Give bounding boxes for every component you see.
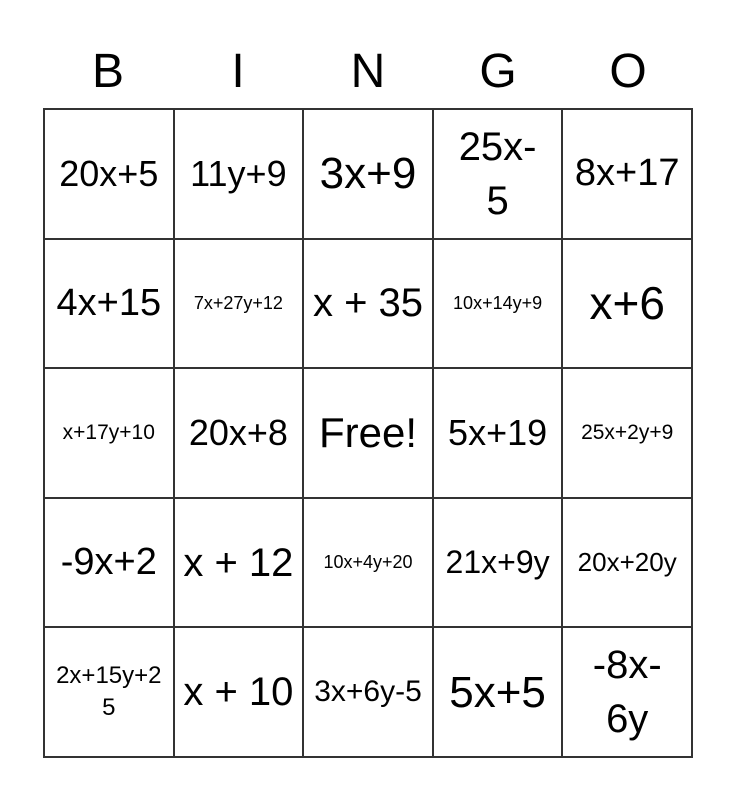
bingo-cell[interactable]: 3x+6y-5 [303, 627, 433, 757]
bingo-cell[interactable]: 5x+5 [433, 627, 563, 757]
bingo-cell[interactable]: x + 10 [174, 627, 304, 757]
bingo-header [43, 40, 693, 104]
bingo-cell[interactable]: 4x+15 [44, 239, 174, 369]
bingo-cell[interactable]: 11y+9 [174, 109, 304, 239]
header-letter-o: O [609, 45, 647, 98]
bingo-cell[interactable]: 8x+17 [562, 109, 692, 239]
header-letter-n: N [350, 45, 386, 98]
bingo-cell[interactable]: 10x+14y+9 [433, 239, 563, 369]
header-letter-b: B [91, 45, 124, 98]
bingo-cell[interactable]: 25x+2y+9 [562, 368, 692, 498]
bingo-cell[interactable]: x + 35 [303, 239, 433, 369]
bingo-cell[interactable]: -8x-6y [562, 627, 692, 757]
bingo-cell[interactable]: 20x+5 [44, 109, 174, 239]
bingo-cell[interactable]: 3x+9 [303, 109, 433, 239]
bingo-cell[interactable]: x + 12 [174, 498, 304, 628]
bingo-cell[interactable]: 5x+19 [433, 368, 563, 498]
bingo-cell[interactable]: 10x+4y+20 [303, 498, 433, 628]
header-letter-i: I [231, 45, 245, 98]
bingo-cell[interactable]: 20x+20y [562, 498, 692, 628]
bingo-cell[interactable]: 7x+27y+12 [174, 239, 304, 369]
bingo-cell[interactable]: 2x+15y+25 [44, 627, 174, 757]
bingo-cell[interactable]: 21x+9y [433, 498, 563, 628]
bingo-cell[interactable]: x+6 [562, 239, 692, 369]
bingo-grid [43, 108, 693, 758]
bingo-cell[interactable]: -9x+2 [44, 498, 174, 628]
free-space[interactable]: Free! [303, 368, 433, 498]
bingo-cell[interactable]: x+17y+10 [44, 368, 174, 498]
header-letter-g: G [479, 45, 517, 98]
bingo-cell[interactable]: 25x-5 [433, 109, 563, 239]
bingo-cell[interactable]: 20x+8 [174, 368, 304, 498]
